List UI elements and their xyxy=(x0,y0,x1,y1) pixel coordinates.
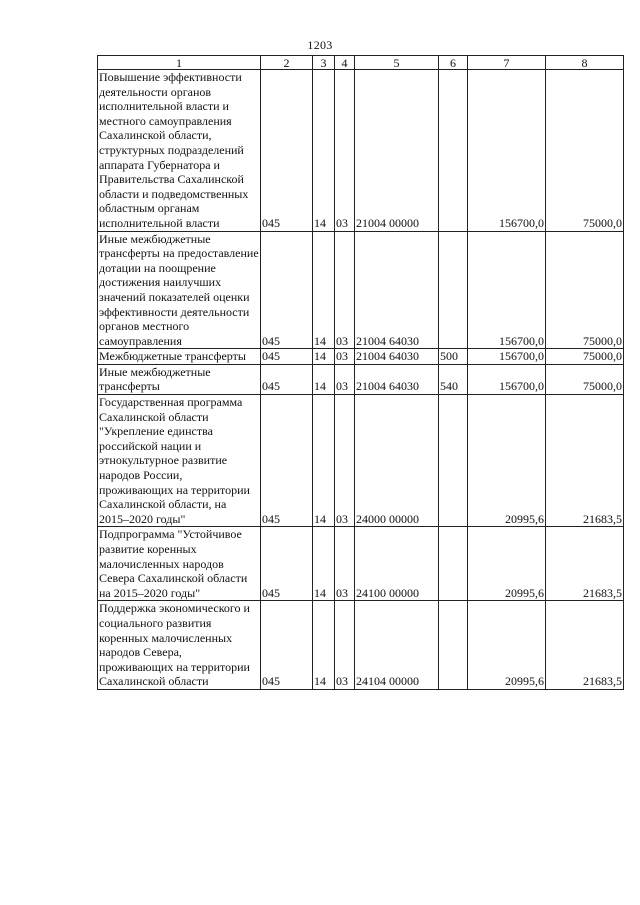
header-col-2: 2 xyxy=(261,56,313,70)
subsection-code: 03 xyxy=(335,364,355,394)
table-row xyxy=(98,395,624,527)
row-name: Иные межбюджетные трансферты на предоставление дотации на поощрение достижения наилучших значений показателей оценки эффективности деятельности органов местного самоуправления xyxy=(99,231,259,348)
expense-type-code xyxy=(439,395,468,527)
expense-type-code: 500 xyxy=(439,349,468,365)
row-name: Повышение эффективности деятельности органов исполнительной власти и местного самоуправления Сахалинской области, структурных подразделений аппарата Губернатора и Правительства Сахалинской области и подведомственных областным органам исполнительной власти xyxy=(98,70,261,232)
ministry-code: 045 xyxy=(261,395,313,527)
subsection-code: 03 xyxy=(335,601,355,690)
sum-col-8: 75000,0 xyxy=(546,364,624,394)
header-col-7: 7 xyxy=(468,56,546,70)
row-name: Иные межбюджетные трансферты xyxy=(98,364,261,394)
section-code: 14 xyxy=(313,349,335,365)
table-row xyxy=(98,349,624,365)
table-row xyxy=(98,70,624,232)
subsection-code: 03 xyxy=(335,349,355,365)
sum-col-7: 20995,6 xyxy=(468,395,546,527)
ministry-code: 045 xyxy=(261,231,313,349)
table-row xyxy=(98,601,624,690)
row-name: Государственная программа Сахалинской области "Укрепление единства российской нации и этнокультурное развитие народов России, проживающих на территории Сахалинской области, на 2015–2020 годы" xyxy=(98,395,261,527)
page-number: 1203 xyxy=(307,38,333,52)
target-code: 21004 64030 xyxy=(355,364,439,394)
expense-type-code xyxy=(439,527,468,601)
sum-col-7: 156700,0 xyxy=(468,349,546,365)
section-code: 14 xyxy=(313,70,335,232)
ministry-code: 045 xyxy=(261,601,313,690)
sum-col-7: 156700,0 xyxy=(468,70,546,232)
section-code: 14 xyxy=(313,601,335,690)
target-code: 24000 00000 xyxy=(355,395,439,527)
header-col-6: 6 xyxy=(439,56,468,70)
subsection-code: 03 xyxy=(335,70,355,232)
ministry-code: 045 xyxy=(261,349,313,365)
sum-col-8: 21683,5 xyxy=(546,527,624,601)
row-name: Поддержка экономического и социального развития коренных малочисленных народов Севера, проживающих на территории Сахалинской области xyxy=(98,601,261,690)
header-col-8: 8 xyxy=(546,56,624,70)
sum-col-7: 156700,0 xyxy=(468,364,546,394)
header-col-3: 3 xyxy=(313,56,335,70)
sum-col-8: 75000,0 xyxy=(546,349,624,365)
section-code: 14 xyxy=(313,231,335,349)
target-code: 24104 00000 xyxy=(355,601,439,690)
target-code: 24100 00000 xyxy=(355,527,439,601)
subsection-code: 03 xyxy=(335,395,355,527)
sum-col-8: 75000,0 xyxy=(546,231,624,349)
section-code: 14 xyxy=(313,364,335,394)
expense-type-code xyxy=(439,231,468,349)
target-code: 21004 64030 xyxy=(355,231,439,349)
row-name: Межбюджетные трансферты xyxy=(98,349,261,365)
sum-col-7: 20995,6 xyxy=(468,527,546,601)
subsection-code: 03 xyxy=(335,231,355,349)
header-col-5: 5 xyxy=(355,56,439,70)
header-col-1: 1 xyxy=(98,56,261,70)
header-col-4: 4 xyxy=(335,56,355,70)
section-code: 14 xyxy=(313,527,335,601)
sum-col-7: 156700,0 xyxy=(468,231,546,349)
sum-col-8: 21683,5 xyxy=(546,395,624,527)
ministry-code: 045 xyxy=(261,70,313,232)
subsection-code: 03 xyxy=(335,527,355,601)
sum-col-7: 20995,6 xyxy=(468,601,546,690)
table-row xyxy=(98,527,624,601)
header-row xyxy=(98,56,624,70)
expense-type-code: 540 xyxy=(439,364,468,394)
table-row xyxy=(98,231,624,349)
target-code: 21004 00000 xyxy=(355,70,439,232)
ministry-code: 045 xyxy=(261,364,313,394)
ministry-code: 045 xyxy=(261,527,313,601)
budget-table xyxy=(97,55,624,690)
row-name: Подпрограмма "Устойчивое развитие коренных малочисленных народов Севера Сахалинской области на 2015–2020 годы" xyxy=(98,527,261,601)
expense-type-code xyxy=(439,70,468,232)
sum-col-8: 21683,5 xyxy=(546,601,624,690)
section-code: 14 xyxy=(313,395,335,527)
target-code: 21004 64030 xyxy=(355,349,439,365)
expense-type-code xyxy=(439,601,468,690)
table-row xyxy=(98,364,624,394)
sum-col-8: 75000,0 xyxy=(546,70,624,232)
